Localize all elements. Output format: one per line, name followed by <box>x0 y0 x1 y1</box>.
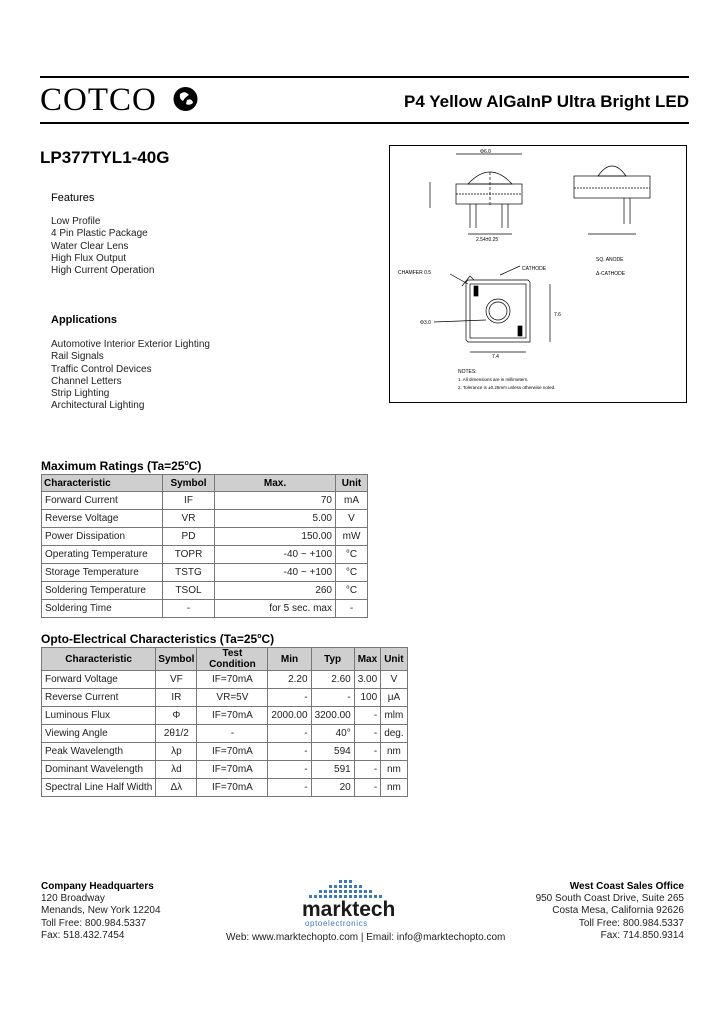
west-line: 950 South Coast Drive, Suite 265 <box>535 893 684 905</box>
hq-line: 120 Broadway <box>41 893 105 905</box>
note-1: 1. All dimensions are in millimeters. <box>458 377 529 382</box>
cathode-tab-label: CATHODE <box>522 266 547 272</box>
note-2: 2. Tolerance is ±0.25mm unless otherwise noted. <box>458 385 556 390</box>
list-item: Automotive Interior Exterior Lighting <box>51 339 210 350</box>
marktech-logo-dots-icon <box>305 878 405 900</box>
col-header: Characteristic <box>42 475 163 492</box>
list-item: 4 Pin Plastic Package <box>51 228 148 240</box>
marktech-logo-subtext: optoelectronics <box>305 919 368 928</box>
header-bottom-rule <box>40 122 689 124</box>
hq-address-block <box>41 881 161 942</box>
table-row: Soldering Temperature TSOL 260 °C <box>42 582 368 600</box>
list-item: Traffic Control Devices <box>51 363 152 375</box>
max-ratings-table <box>41 474 368 618</box>
col-header: Symbol <box>163 475 215 492</box>
notes-title: NOTES: <box>458 369 477 375</box>
anode-label: SQ. ANODE <box>596 257 624 263</box>
list-item: Water Clear Lens <box>51 240 129 252</box>
table-row: Forward Current IF 70 mA <box>42 492 368 510</box>
table-row: Forward Voltage VF IF=70mA 2.20 2.60 3.00 V <box>42 671 408 689</box>
list-item: Low Profile <box>51 216 101 227</box>
web-email-line: Web: www.marktechopto.com | Email: info@marktechopto.com <box>226 932 506 943</box>
hq-heading: Company Headquarters <box>41 881 154 892</box>
cotco-logo-mark-icon <box>172 86 199 112</box>
top-view-drawing <box>434 266 550 352</box>
table-row: Viewing Angle 2θ1/2 - - 40° - deg. <box>42 725 408 743</box>
list-item: Channel Letters <box>51 375 122 387</box>
features-list <box>51 216 154 277</box>
table-row: Reverse Current IR VR=5V - - 100 μA <box>42 689 408 707</box>
features-heading: Features <box>51 192 95 204</box>
west-heading: West Coast Sales Office <box>569 881 684 892</box>
dim-76-label: 7.6 <box>554 312 561 318</box>
chamfer-label: CHAMFER 0.5 <box>398 270 432 276</box>
table-row: Spectral Line Half Width Δλ IF=70mA - 20 - nm <box>42 779 408 797</box>
table-row: Peak Wavelength λp IF=70mA - 594 - nm <box>42 743 408 761</box>
list-item: Architectural Lighting <box>51 400 145 412</box>
hq-line: Toll Free: 800.984.5337 <box>41 917 147 929</box>
table-row: Luminous Flux Φ IF=70mA 2000.00 3200.00 - mlm <box>42 707 408 725</box>
package-dimension-drawing <box>389 145 687 403</box>
max-ratings-title: Maximum Ratings $(Ta=25^oC)$ <box>41 459 202 473</box>
cotco-logo-text: COTCO <box>40 82 157 118</box>
table-header-row: Characteristic Symbol Test Condition Min Typ Max Unit <box>42 648 408 671</box>
table-row: Power Dissipation PD 150.00 mW <box>42 528 368 546</box>
hq-line: Menands, New York 12204 <box>41 905 161 917</box>
west-line: Fax: 714.850.9314 <box>600 929 684 941</box>
marktech-logo-text: marktech <box>302 898 396 921</box>
applications-heading: Applications <box>51 314 118 326</box>
table-row: Operating Temperature TOPR -40 ~ +100 °C <box>42 546 368 564</box>
lead-dim-label: 2.54±0.25 <box>476 237 499 243</box>
list-item: Rail Signals <box>51 351 104 363</box>
col-header: Unit <box>336 475 368 492</box>
hq-line: Fax: 518.432.7454 <box>41 929 125 941</box>
top-rule <box>40 76 689 78</box>
side-view-2-drawing <box>574 166 650 234</box>
side-view-drawing <box>430 154 522 234</box>
table-header-row <box>42 475 368 492</box>
part-number: LP377TYL1-40G <box>40 148 170 167</box>
dim-74-label: 7.4 <box>492 354 499 360</box>
opto-table <box>41 647 408 797</box>
page-title: P4 Yellow AlGaInP Ultra Bright LED <box>404 92 689 111</box>
applications-list <box>51 339 210 413</box>
table-row: Reverse Voltage VR 5.00 V <box>42 510 368 528</box>
top-dim-label: Φ6.0 <box>480 149 491 155</box>
cathode-label: Δ-CATHODE <box>596 271 626 277</box>
list-item: High Flux Output <box>51 252 127 264</box>
table-row: Storage Temperature TSTG -40 ~ +100 °C <box>42 564 368 582</box>
west-line: Toll Free: 800.984.5337 <box>578 917 684 929</box>
list-item: High Current Operation <box>51 265 155 277</box>
opto-title: Opto-Electrical Characteristics $(Ta=25^oC)$ <box>41 632 275 646</box>
list-item: Strip Lighting <box>51 388 110 400</box>
west-line: Costa Mesa, California 92626 <box>552 905 684 917</box>
table-row: Soldering Time - for 5 sec. max - <box>42 600 368 618</box>
west-coast-address-block <box>536 881 684 942</box>
hole-dim-label: Φ3.0 <box>420 320 431 326</box>
col-header: Max. <box>215 475 336 492</box>
table-row: Dominant Wavelength λd IF=70mA - 591 - nm <box>42 761 408 779</box>
